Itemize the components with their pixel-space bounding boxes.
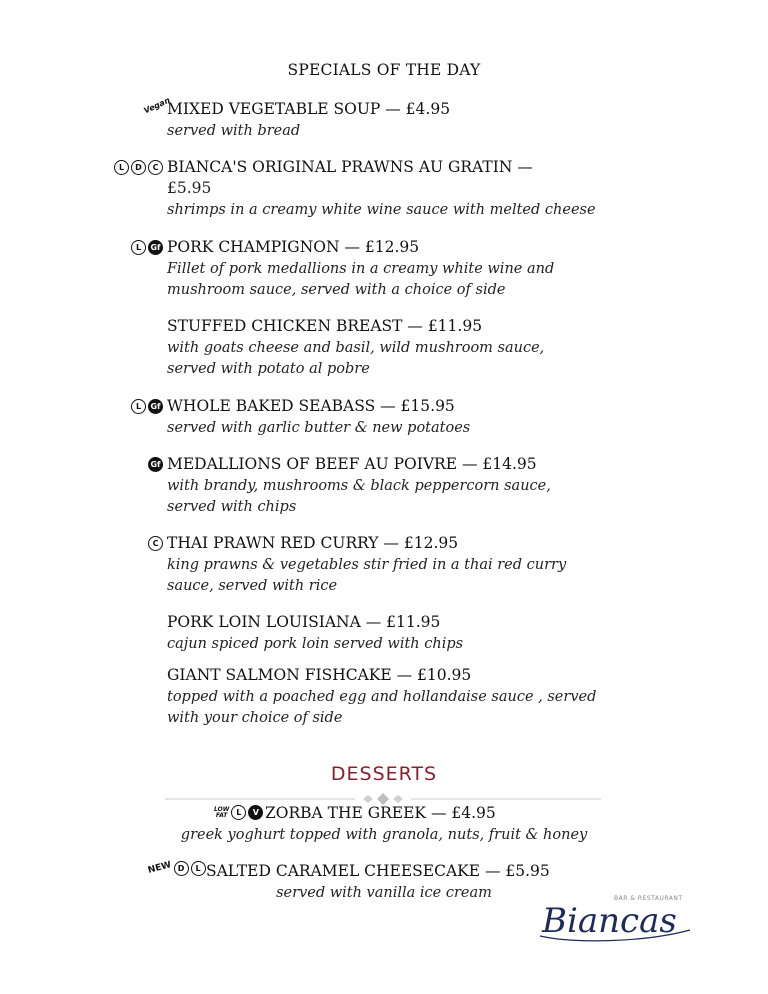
gluten-free-icon: Gf xyxy=(148,457,163,472)
dairy-icon: D xyxy=(174,861,189,876)
gluten-free-icon: Gf xyxy=(148,240,163,255)
dish-name: GIANT SALMON FISHCAKE — £10.95 xyxy=(167,666,472,684)
lactose-icon: L xyxy=(114,160,129,175)
dish-description: served with bread xyxy=(167,123,301,139)
dish-name: PORK LOIN LOUISIANA — £11.95 xyxy=(167,613,441,631)
dish-name: PORK CHAMPIGNON — £12.95 xyxy=(167,238,420,256)
dish-name: ZORBA THE GREEK — £4.95 xyxy=(265,804,496,822)
dish-name: THAI PRAWN RED CURRY — £12.95 xyxy=(167,534,459,552)
dish-description: served with garlic butter & new potatoes xyxy=(167,420,471,436)
dish-price: £5.95 xyxy=(167,179,212,197)
dish-name: STUFFED CHICKEN BREAST — £11.95 xyxy=(167,317,483,335)
dish-description: mushroom sauce, served with a choice of side xyxy=(167,282,506,298)
dish-description: cajun spiced pork loin served with chips xyxy=(167,636,464,652)
vegan-icon: Vegan xyxy=(142,95,172,116)
biancas-logo xyxy=(536,890,696,946)
dish-description: with brandy, mushrooms & black peppercorn sauce, xyxy=(167,478,551,494)
dish-name: BIANCA'S ORIGINAL PRAWNS AU GRATIN — xyxy=(167,158,533,176)
dish-description: with your choice of side xyxy=(167,710,343,726)
dish-description: shrimps in a creamy white wine sauce with melted cheese xyxy=(167,202,596,218)
dish-description: king prawns & vegetables stir fried in a thai red curry xyxy=(167,557,567,573)
section-title-desserts: DESSERTS xyxy=(330,763,438,785)
page-title: SPECIALS OF THE DAY xyxy=(287,61,481,79)
dish-name: MEDALLIONS OF BEEF AU POIVRE — £14.95 xyxy=(167,455,537,473)
crustacean-icon: C xyxy=(148,536,163,551)
lactose-icon: L xyxy=(231,805,246,820)
dish-description: Fillet of pork medallions in a creamy white wine and xyxy=(167,261,555,277)
lactose-icon: L xyxy=(131,240,146,255)
gluten-free-icon: Gf xyxy=(148,399,163,414)
logo-tagline: BAR & RESTAURANT xyxy=(614,895,683,902)
lactose-icon: L xyxy=(191,861,206,876)
low-fat-icon: LOW FAT xyxy=(214,805,230,819)
lactose-icon: L xyxy=(131,399,146,414)
dish-name: MIXED VEGETABLE SOUP — £4.95 xyxy=(167,100,451,118)
dish-description: served with chips xyxy=(167,499,297,515)
vegetarian-icon: V xyxy=(248,805,263,820)
dish-name: SALTED CARAMEL CHEESECAKE — £5.95 xyxy=(206,862,550,880)
dish-description: greek yoghurt topped with granola, nuts, fruit & honey xyxy=(180,827,588,843)
crustacean-icon: C xyxy=(148,160,163,175)
logo-wordmark: Biancas xyxy=(542,901,677,941)
new-badge-icon: NEW xyxy=(146,860,173,876)
dish-name: WHOLE BAKED SEABASS — £15.95 xyxy=(167,397,455,415)
dairy-icon: D xyxy=(131,160,146,175)
dish-description: topped with a poached egg and hollandaise sauce , served xyxy=(167,689,597,705)
dish-description: served with potato al pobre xyxy=(167,361,370,377)
dish-description: with goats cheese and basil, wild mushroom sauce, xyxy=(167,340,545,356)
dish-description: served with vanilla ice cream xyxy=(276,885,492,901)
dish-description: sauce, served with rice xyxy=(167,578,338,594)
